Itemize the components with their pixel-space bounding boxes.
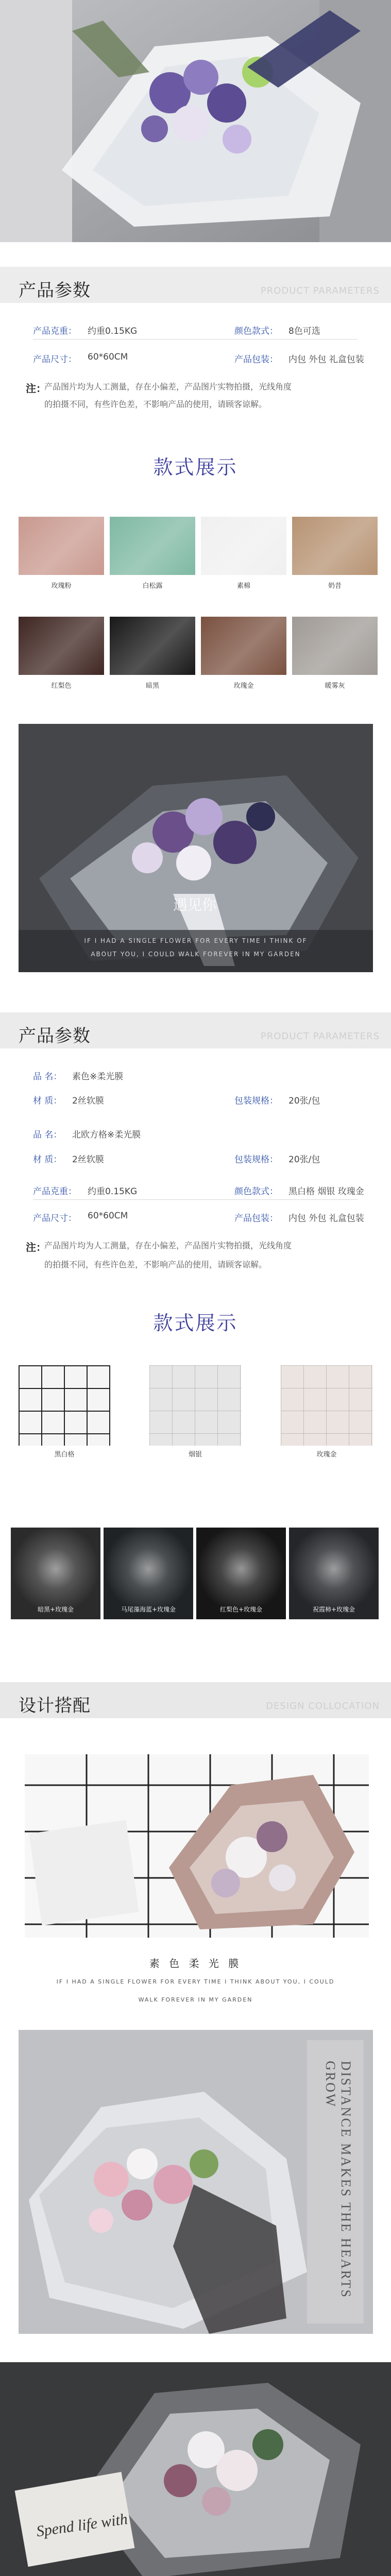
name-label: 品 名： — [33, 1072, 62, 1082]
hero-bouquet-illustration — [0, 0, 391, 242]
section-title: 产品参数 — [19, 280, 91, 301]
grid-swatch-label: 黑白格 — [54, 1451, 75, 1459]
swatch-sample — [110, 517, 195, 575]
sample-swatch-label: 马尾藻海蓝+玫瑰金 — [121, 1606, 176, 1613]
swatch-sample — [201, 617, 286, 675]
banner-caption-line1: IF I HAD A SINGLE FLOWER FOR EVERY TIME I THINK OF — [84, 937, 308, 944]
design-caption-en-2: WALK FOREVER IN MY GARDEN — [138, 1996, 253, 2003]
dark-bouquet-illustration — [19, 724, 373, 972]
style-showcase-title: 款式展示 — [153, 456, 238, 479]
swatch-label: 奶昔 — [328, 582, 342, 590]
swatch-sample — [201, 517, 286, 575]
note-line-1: 产品图片均为人工测量，存在小偏差，产品图片实物拍摄，光线角度 — [44, 1241, 292, 1250]
grid-swatch-label: 玫瑰金 — [316, 1451, 337, 1459]
design-collocation-header — [0, 1682, 391, 1718]
swatch-label: 素棉 — [236, 582, 250, 590]
section-subtitle: PRODUCT PARAMETERS — [260, 285, 380, 296]
pack-spec-value: 20张/包 — [288, 1096, 320, 1106]
material-label: 材 质： — [33, 1155, 62, 1165]
bouquet-banner-photo — [19, 724, 373, 972]
pink-bouquet-illustration — [19, 2030, 373, 2334]
param-divider — [33, 1199, 358, 1200]
pack-spec-label: 包装规格： — [234, 1155, 278, 1165]
grid-swatch-sample — [149, 1365, 241, 1446]
grid-bouquet-photo — [25, 1754, 369, 1938]
param-style-value: 黑白格 烟银 玫瑰金 — [288, 1187, 364, 1197]
design-caption-cn: 素 色 柔 光 膜 — [149, 1957, 242, 1970]
note-line-1: 产品图片均为人工测量，存在小偏差，产品图片实物拍摄，光线角度 — [44, 382, 292, 392]
name-value: 北欧方格※柔光膜 — [72, 1130, 141, 1140]
swatch-label: 玫瑰金 — [233, 682, 254, 690]
product-params-header-2 — [0, 1012, 391, 1048]
section-title: 产品参数 — [19, 1026, 91, 1046]
grid-bouquet-illustration — [25, 1754, 369, 1938]
banner-caption-line2: ABOUT YOU, I COULD WALK FOREVER IN MY GARDEN — [91, 951, 301, 958]
swatch-sample — [292, 617, 378, 675]
param-weight-value: 约重0.15KG — [88, 1187, 138, 1197]
param-style-label: 颜色款式： — [234, 1187, 278, 1197]
name-value: 素色※柔光膜 — [72, 1072, 124, 1082]
param-size-label: 产品尺寸： — [33, 354, 77, 365]
param-pack-label: 产品包装： — [234, 1213, 278, 1224]
param-size-value: 60*60CM — [88, 352, 128, 362]
swatch-sample — [292, 517, 378, 575]
pink-bouquet-photo — [19, 2030, 373, 2334]
product-params-header — [0, 267, 391, 303]
material-value: 2丝软膜 — [72, 1155, 104, 1165]
name-label: 品 名： — [33, 1130, 62, 1140]
note-label: 注： — [26, 1241, 46, 1253]
banner-watermark: 遇见你 — [173, 896, 217, 913]
dark-bouquet-illustration — [0, 2362, 391, 2576]
hero-bouquet-photo — [0, 0, 391, 242]
swatch-sample — [19, 617, 104, 675]
sample-swatch-label: 暗黑+玫瑰金 — [37, 1606, 74, 1613]
swatch-label: 暗黑 — [145, 682, 159, 690]
swatch-sample — [19, 517, 104, 575]
material-value: 2丝软膜 — [72, 1096, 104, 1106]
sample-swatch-label: 红梨色+玫瑰金 — [219, 1606, 263, 1613]
card-handwriting: Spend life with — [35, 2510, 129, 2540]
note-line-2: 的拍摄不同，有些许色差，不影响产品的使用，请顾客谅解。 — [44, 1260, 267, 1269]
param-pack-value: 内包 外包 礼盒包装 — [288, 1213, 364, 1224]
pack-spec-value: 20张/包 — [288, 1155, 320, 1165]
note-label: 注： — [26, 382, 46, 395]
param-weight-label: 产品克重： — [33, 1187, 77, 1197]
param-pack-label: 产品包装： — [234, 354, 278, 365]
param-size-value: 60*60CM — [88, 1211, 128, 1221]
note-line-2: 的拍摄不同，有些许色差，不影响产品的使用，请顾客谅解。 — [44, 399, 267, 409]
swatch-label: 红梨色 — [51, 682, 72, 690]
param-weight-value: 约重0.15KG — [88, 326, 138, 336]
dark-bouquet-photo — [0, 2362, 391, 2576]
sample-swatch-label: 祝霞柿+玫瑰金 — [312, 1606, 355, 1613]
section-title: 设计搭配 — [19, 1696, 91, 1716]
material-label: 材 质： — [33, 1096, 62, 1106]
param-style-value: 8色可选 — [288, 326, 320, 336]
section-subtitle: DESIGN COLLOCATION — [266, 1701, 380, 1711]
param-weight-label: 产品克重： — [33, 326, 77, 336]
grid-swatch-sample — [281, 1365, 372, 1446]
param-style-label: 颜色款式： — [234, 326, 278, 336]
swatch-label: 白松露 — [142, 582, 163, 590]
param-divider — [33, 339, 358, 340]
design-caption-en-1: IF I HAD A SINGLE FLOWER FOR EVERY TIME I THINK ABOUT YOU, I COULD — [56, 1978, 335, 1985]
grid-swatch-sample — [19, 1365, 110, 1446]
param-pack-value: 内包 外包 礼盒包装 — [288, 354, 364, 365]
swatch-label: 玫瑰粉 — [51, 582, 72, 590]
swatch-sample — [110, 617, 195, 675]
pack-spec-label: 包装规格： — [234, 1096, 278, 1106]
grid-swatch-label: 烟银 — [188, 1451, 202, 1459]
vertical-tagline: DISTANCE MAKES THE HEARTS GROW — [323, 2061, 353, 2299]
param-size-label: 产品尺寸： — [33, 1213, 77, 1224]
swatch-label: 暖雾灰 — [325, 682, 345, 690]
section-subtitle: PRODUCT PARAMETERS — [260, 1031, 380, 1042]
style-showcase-title: 款式展示 — [153, 1312, 238, 1334]
